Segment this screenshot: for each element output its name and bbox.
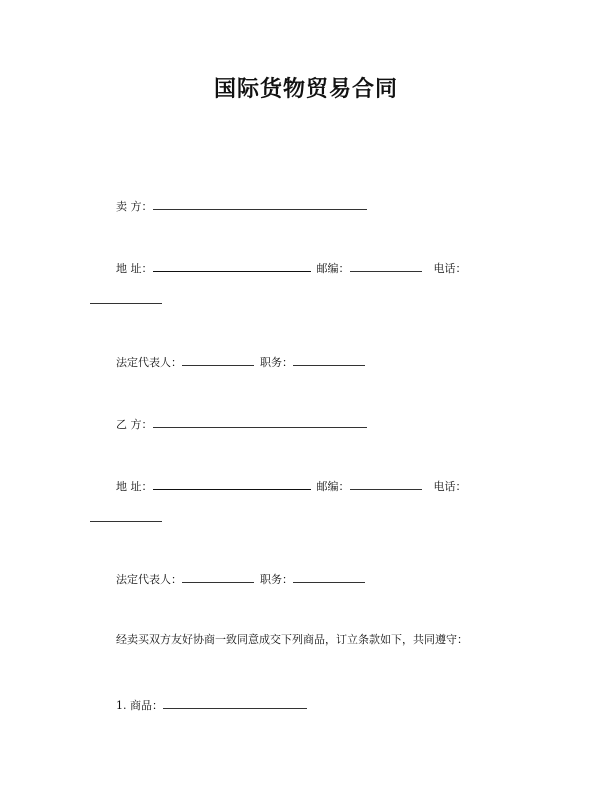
buyer-rep-field[interactable]	[182, 571, 254, 583]
item1-field[interactable]	[163, 697, 307, 709]
seller-address-row	[116, 260, 467, 276]
seller-postcode-field[interactable]	[350, 260, 422, 272]
buyer-rep-row	[116, 571, 365, 587]
seller-rep-label: 法定代表人：	[116, 356, 182, 369]
buyer-phone-row	[90, 510, 162, 526]
seller-rep-row	[116, 354, 365, 370]
buyer-row	[116, 416, 367, 432]
buyer-address-field[interactable]	[153, 478, 311, 490]
seller-row	[116, 198, 367, 214]
item1-row	[116, 697, 307, 713]
seller-phone-label: 电话：	[433, 262, 467, 275]
buyer-postcode-field[interactable]	[350, 478, 422, 490]
buyer-address-row	[116, 478, 467, 494]
seller-field[interactable]	[153, 198, 367, 210]
seller-postcode-label: 邮编：	[316, 262, 350, 275]
seller-phone-field[interactable]	[90, 292, 162, 304]
buyer-rep-label: 法定代表人：	[116, 573, 182, 586]
buyer-position-field[interactable]	[293, 571, 365, 583]
seller-phone-row	[90, 292, 162, 308]
buyer-phone-field[interactable]	[90, 510, 162, 522]
seller-position-field[interactable]	[293, 354, 365, 366]
buyer-postcode-label: 邮编：	[316, 480, 350, 493]
seller-rep-field[interactable]	[182, 354, 254, 366]
buyer-phone-label: 电话：	[433, 480, 467, 493]
buyer-label: 乙 方：	[116, 418, 153, 431]
seller-address-label: 地 址：	[116, 262, 153, 275]
seller-address-field[interactable]	[153, 260, 311, 272]
document-title: 国际货物贸易合同	[213, 77, 398, 102]
item1-label: 1. 商品：	[116, 699, 163, 712]
buyer-field[interactable]	[153, 416, 367, 428]
buyer-address-label: 地 址：	[116, 480, 153, 493]
intro-paragraph: 经卖买双方友好协商一致同意成交下列商品，订立条款如下，共同遵守：	[116, 633, 468, 646]
buyer-position-label: 职务：	[260, 573, 293, 586]
seller-label: 卖 方：	[116, 200, 153, 213]
seller-position-label: 职务：	[260, 356, 293, 369]
